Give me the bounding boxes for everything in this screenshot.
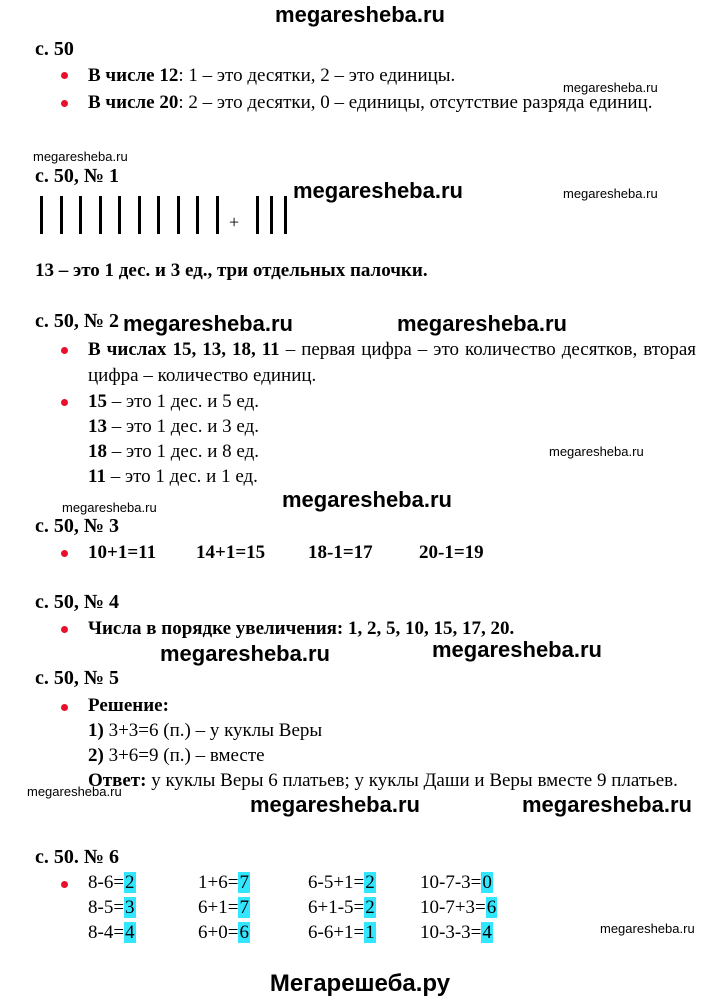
watermark-large: megaresheba.ru [293, 178, 463, 203]
n6-equation [420, 920, 493, 946]
n6-equation [420, 870, 493, 896]
n2-line-number: 13 [88, 416, 107, 437]
n2-line [88, 439, 259, 465]
bullet-dot [61, 881, 68, 888]
section-header-n4: с. 50, № 4 [35, 591, 119, 613]
n6-equation [308, 895, 376, 921]
n6-expression: 6-6+1= [308, 922, 365, 943]
bullet-dot [61, 704, 68, 711]
n5-step-text: 3+6=9 (п.) – вместе [103, 745, 265, 766]
section-header-n5: с. 50, № 5 [35, 667, 119, 689]
n2-line-text: – это 1 дес. и 8 ед. [107, 441, 259, 462]
n6-answer-highlight: 4 [482, 922, 492, 943]
counting-stick [40, 196, 43, 234]
n6-expression: 10-7+3= [420, 897, 486, 918]
watermark-small: megaresheba.ru [549, 444, 644, 459]
n5-answer [88, 768, 696, 794]
n3-equation: 20-1=19 [419, 542, 484, 563]
bullet-dot [61, 72, 68, 79]
n5-answer-text: у куклы Веры 6 платьев; у куклы Даши и Веры вместе 9 платьев. [146, 770, 678, 791]
watermark-large: megaresheba.ru [397, 311, 567, 336]
p50-bullet-1-text: : 1 – это десятки, 2 – это единицы. [178, 65, 456, 86]
n2-bullet-1-bold: В числах 15, 13, 18, 11 [88, 339, 280, 360]
p50-bullet-1 [88, 63, 455, 89]
n6-answer-highlight: 6 [486, 897, 497, 918]
watermark-small: megaresheba.ru [27, 784, 122, 799]
counting-stick [79, 196, 82, 234]
watermark-large: megaresheba.ru [522, 792, 692, 817]
p50-bullet-2-bold: В числе 20 [88, 92, 179, 113]
n6-answer-highlight: 7 [239, 897, 249, 918]
bullet-dot [61, 626, 68, 633]
n5-step [88, 718, 322, 744]
n6-answer-highlight: 7 [239, 872, 249, 893]
watermark-large: megaresheba.ru [160, 641, 330, 666]
n6-equation [88, 920, 136, 946]
p50-bullet-1-bold: В числе 12 [88, 65, 179, 86]
counting-stick [60, 196, 63, 234]
watermark-small: megaresheba.ru [563, 186, 658, 201]
n4-answer: Числа в порядке увеличения: 1, 2, 5, 10, 15, 17, 20. [88, 618, 515, 639]
n6-equation [198, 870, 250, 896]
n2-line [88, 464, 258, 490]
n6-equation [420, 895, 497, 921]
watermark-large: megaresheba.ru [282, 487, 452, 512]
p50-bullet-2-text: : 2 – это десятки, 0 – единицы, отсутствие разряда единиц. [178, 92, 653, 113]
section-header-n2: с. 50, № 2 [35, 310, 119, 332]
section-header-n6: с. 50. № 6 [35, 846, 119, 868]
n6-expression: 6+1-5= [308, 897, 365, 918]
n2-line-text: – это 1 дес. и 1 ед. [105, 466, 258, 487]
counting-stick [177, 196, 180, 234]
watermark-small: megaresheba.ru [62, 500, 157, 515]
bullet-dot [61, 550, 68, 557]
n5-answer-label: Ответ: [88, 770, 147, 791]
n6-expression: 10-3-3= [420, 922, 482, 943]
n6-answer-highlight: 2 [365, 872, 375, 893]
n5-step [88, 743, 265, 769]
n2-line-number: 15 [88, 391, 107, 412]
n6-equation [308, 870, 376, 896]
n2-bullet-1 [88, 337, 696, 389]
sticks-plus-sign: + [229, 212, 240, 232]
watermark-small: megaresheba.ru [563, 80, 658, 95]
n2-line-number: 11 [88, 466, 106, 487]
n6-answer-highlight: 0 [482, 872, 492, 893]
counting-stick [256, 196, 259, 234]
counting-stick [99, 196, 102, 234]
watermark-large: megaresheba.ru [250, 792, 420, 817]
counting-stick [157, 196, 160, 234]
n2-line [88, 414, 259, 440]
n6-expression: 8-6= [88, 872, 125, 893]
n6-expression: 8-5= [88, 897, 125, 918]
n6-expression: 1+6= [198, 872, 239, 893]
n5-step-number: 1) [88, 720, 104, 741]
watermark-large: megaresheba.ru [123, 311, 293, 336]
watermark-large: megaresheba.ru [432, 637, 602, 662]
counting-stick [138, 196, 141, 234]
section-header-n3: с. 50, № 3 [35, 515, 119, 537]
n6-expression: 6+1= [198, 897, 239, 918]
n6-equation [198, 920, 250, 946]
n6-answer-highlight: 2 [125, 872, 135, 893]
n6-expression: 10-7-3= [420, 872, 482, 893]
n5-step-number: 2) [88, 745, 104, 766]
n6-equation [88, 870, 136, 896]
n6-expression: 8-4= [88, 922, 125, 943]
n6-expression: 6-5+1= [308, 872, 365, 893]
n6-equation [88, 895, 136, 921]
n6-equation [198, 895, 250, 921]
n2-bullet-1-text: – первая цифра – это количество десятков, вторая цифра – количество единиц. [88, 339, 697, 386]
n5-solution-label: Решение: [88, 695, 169, 716]
n6-answer-highlight: 1 [365, 922, 375, 943]
bullet-dot [61, 347, 68, 354]
n2-line-text: – это 1 дес. и 5 ед. [107, 391, 259, 412]
counting-stick [196, 196, 199, 234]
section-header-p50: с. 50 [35, 38, 74, 60]
watermark-small: megaresheba.ru [600, 921, 695, 936]
n2-line [88, 389, 259, 415]
watermark-small: megaresheba.ru [33, 149, 128, 164]
counting-stick [216, 196, 219, 234]
n6-answer-highlight: 2 [365, 897, 375, 918]
n3-equation: 14+1=15 [196, 542, 266, 563]
counting-stick [118, 196, 121, 234]
footer-watermark: Мегарешеба.ру [269, 970, 451, 997]
counting-stick [284, 196, 287, 234]
bullet-dot [61, 399, 68, 406]
site-title-watermark: megaresheba.ru [275, 2, 445, 27]
n6-answer-highlight: 3 [125, 897, 135, 918]
n6-equation [308, 920, 376, 946]
n5-step-text: 3+3=6 (п.) – у куклы Веры [103, 720, 323, 741]
n1-summary: 13 – это 1 дес. и 3 ед., три отдельных палочки. [35, 260, 428, 281]
counting-stick [270, 196, 273, 234]
bullet-dot [61, 100, 68, 107]
n6-answer-highlight: 6 [239, 922, 249, 943]
n6-expression: 6+0= [198, 922, 239, 943]
n3-equation: 10+1=11 [88, 542, 157, 563]
n3-equation: 18-1=17 [308, 542, 373, 563]
section-header-n1: с. 50, № 1 [35, 165, 119, 187]
n2-line-number: 18 [88, 441, 107, 462]
n2-line-text: – это 1 дес. и 3 ед. [107, 416, 259, 437]
n6-answer-highlight: 4 [125, 922, 135, 943]
